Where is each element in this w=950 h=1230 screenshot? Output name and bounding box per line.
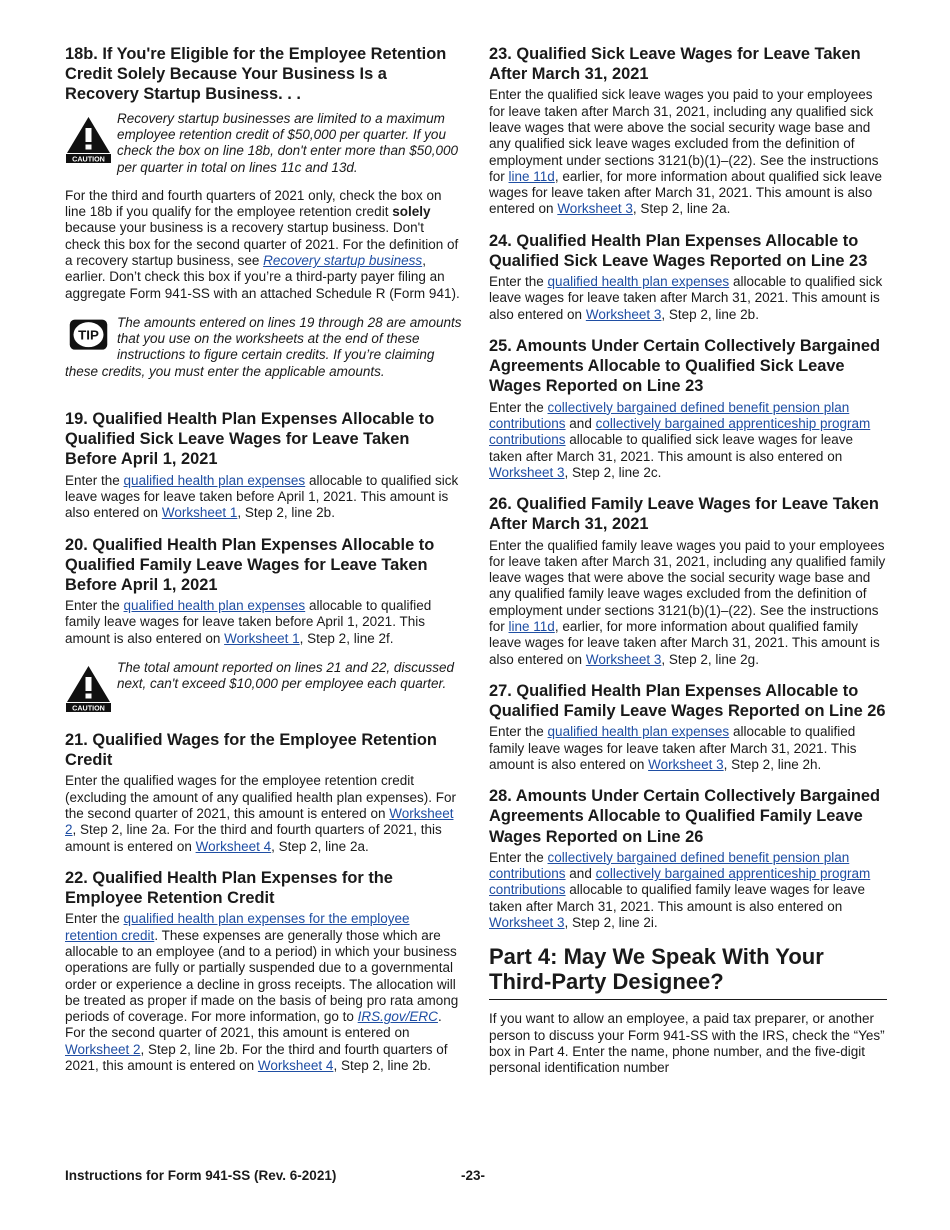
paragraph: Enter the qualified health plan expenses allocable to qualified family leave wages for leave taken before April 1, 2021. This amount is also entered on Worksheet 1, Step 2, line 2f. bbox=[65, 598, 432, 646]
section-heading: 24. Qualified Health Plan Expenses Allocable to Qualified Sick Leave Wages Reported on Line 23 bbox=[489, 231, 868, 270]
recovery-startup-link[interactable]: Recovery startup business bbox=[263, 252, 423, 268]
paragraph: For the third and fourth quarters of 2021 only, check the box on line 18b if you qualify for the employee retention credit solely because your business is a recovery startup business. Don't check this box for the second quarter of 2021. For the definition of a recovery startup business, see Recovery startup business, earlier. Don’t check this box if you’re a third-party payer filing an aggregate Form 941-SS with an attached Schedule R (Form 941). bbox=[65, 187, 460, 301]
section-26 bbox=[489, 494, 887, 668]
worksheet-3-link[interactable]: Worksheet 3 bbox=[585, 651, 662, 667]
qualified-health-plan-link[interactable]: qualified health plan expenses bbox=[123, 472, 306, 488]
section-heading: 23. Qualified Sick Leave Wages for Leave Taken After March 31, 2021 bbox=[489, 45, 861, 84]
caution-icon bbox=[65, 115, 112, 163]
worksheet-2-link[interactable]: Worksheet 2 bbox=[65, 1041, 141, 1057]
section-heading: 25. Amounts Under Certain Collectively Bargained Agreements Allocable to Qualified Sick Leave Wages Reported on Line 23 bbox=[489, 337, 881, 396]
worksheet-3-link[interactable]: Worksheet 3 bbox=[489, 464, 565, 480]
worksheet-3-link[interactable]: Worksheet 3 bbox=[648, 756, 724, 772]
irs-erc-link[interactable]: IRS.gov/ERC bbox=[357, 1009, 438, 1025]
worksheet-4-link[interactable]: Worksheet 4 bbox=[257, 1058, 334, 1074]
line-11d-link[interactable]: line 11d bbox=[508, 619, 555, 635]
section-25 bbox=[489, 336, 887, 481]
caution-text: The total amount reported on lines 21 and 22, discussed next, can't exceed $10,000 per employee each quarter. bbox=[117, 660, 454, 692]
heading-rule bbox=[489, 999, 887, 1000]
tip-label: TIP bbox=[78, 327, 99, 343]
part-heading: Part 4: May We Speak With Your Third-Party Designee? bbox=[489, 944, 824, 995]
section-24 bbox=[489, 231, 887, 323]
worksheet-3-link[interactable]: Worksheet 3 bbox=[489, 915, 565, 931]
section-22 bbox=[65, 868, 463, 1074]
caution-label: CAUTION bbox=[72, 703, 105, 713]
paragraph: Enter the qualified health plan expenses for the employee retention credit. These expenses are generally those which are allocable to an employee (and to a period) in which your business operations are fully or partially suspended due to a governmental order or experience a decline in gross receipts. The allocation will be treated as proper if made on the basis of being pro rata among periods of coverage. For more information, go to IRS.gov/ERC. For the second quarter of 2021, this amount is entered on Worksheet 2, Step 2, line 2b. For the third and fourth quarters of 2021, this amount is entered on Worksheet 4, Step 2, line 2b. bbox=[65, 911, 459, 1074]
pension-plan-link[interactable]: collectively bargained defined benefit pension plan contributions bbox=[489, 399, 850, 431]
worksheet-2-link[interactable]: Worksheet 2 bbox=[65, 806, 454, 838]
qualified-health-plan-link[interactable]: qualified health plan expenses bbox=[123, 598, 306, 614]
worksheet-4-link[interactable]: Worksheet 4 bbox=[195, 838, 272, 854]
right-column bbox=[489, 44, 887, 1090]
section-heading: 18b. If You're Eligible for the Employee Retention Credit Solely Because Your Business Is a Recovery Startup Business. . . bbox=[65, 45, 447, 104]
section-heading: 28. Amounts Under Certain Collectively Bargained Agreements Allocable to Qualified Family Leave Wages Reported on Line 26 bbox=[489, 787, 881, 846]
paragraph: Enter the collectively bargained defined benefit pension plan contributions and collectively bargained apprenticeship program contributions allocable to qualified sick leave wages for leave taken after March 31, 2021. This amount is also entered on Worksheet 3, Step 2, line 2c. bbox=[489, 399, 871, 480]
tip-note bbox=[65, 315, 463, 380]
qualified-health-plan-link[interactable]: qualified health plan expenses bbox=[547, 274, 730, 290]
qualified-health-plan-link[interactable]: qualified health plan expenses bbox=[547, 724, 730, 740]
caution-note bbox=[65, 111, 463, 176]
caution-text: Recovery startup businesses are limited to a maximum employee retention credit of $50,000 per quarter. If you check the box on line 18b, don't enter more than $50,000 per quarter in total on lines 11c and 13d. bbox=[117, 110, 459, 175]
qualified-health-plan-erc-link[interactable]: qualified health plan expenses for the employee retention credit bbox=[65, 911, 410, 943]
worksheet-1-link[interactable]: Worksheet 1 bbox=[161, 505, 238, 521]
paragraph: Enter the qualified health plan expenses allocable to qualified sick leave wages for leave taken before April 1, 2021. This amount is also entered on Worksheet 1, Step 2, line 2b. bbox=[65, 472, 459, 521]
section-20 bbox=[65, 535, 463, 648]
paragraph: Enter the qualified wages for the employee retention credit (excluding the amount of any qualified health plan expenses). For the second quarter of 2021, this amount is entered on Worksheet 2, Step 2, line 2a. For the third and fourth quarters of 2021, this amount is entered on Worksheet 4, Step 2, line 2a. bbox=[65, 773, 456, 854]
left-column bbox=[65, 44, 463, 1087]
paragraph: If you want to allow an employee, a paid tax preparer, or another person to discuss your Form 941-SS with the IRS, check the “Yes” box in Part 4. Enter the name, phone number, and the five-digit personal identification number bbox=[489, 1011, 885, 1076]
footer-title: Instructions for Form 941-SS (Rev. 6-2021) bbox=[65, 1168, 337, 1183]
page-number: -23- bbox=[461, 1168, 486, 1183]
section-heading: 27. Qualified Health Plan Expenses Allocable to Qualified Family Leave Wages Reported on Line 26 bbox=[489, 681, 886, 721]
paragraph: Enter the qualified health plan expenses allocable to qualified family leave wages for leave taken after March 31, 2021. This amount is also entered on Worksheet 3, Step 2, line 2h. bbox=[489, 724, 857, 772]
section-23 bbox=[489, 44, 887, 218]
line-11d-link[interactable]: line 11d bbox=[508, 168, 555, 184]
paragraph: Enter the qualified health plan expenses allocable to qualified sick leave wages for leave taken after March 31, 2021. This amount is also entered on Worksheet 3, Step 2, line 2b. bbox=[489, 274, 883, 322]
paragraph: Enter the qualified family leave wages you paid to your employees for leave taken after March 31, 2021, including any qualified family leave wages that were above the social security wage base and any qualified family leave wages excluded from the definition of employment under sections 3121(b)(1)–(22). See the instructions for line 11d, earlier, for more information about qualified family leave wages for leave taken after March 31, 2021. This amount is also entered on Worksheet 3, Step 2, line 2g. bbox=[489, 537, 886, 667]
tip-icon bbox=[65, 318, 112, 358]
pension-plan-link[interactable]: collectively bargained defined benefit pension plan contributions bbox=[489, 849, 850, 882]
section-19 bbox=[65, 409, 463, 522]
section-heading: 26. Qualified Family Leave Wages for Leave Taken After March 31, 2021 bbox=[489, 495, 879, 534]
worksheet-3-link[interactable]: Worksheet 3 bbox=[585, 306, 662, 322]
section-heading: 21. Qualified Wages for the Employee Retention Credit bbox=[65, 731, 437, 770]
section-heading: 20. Qualified Health Plan Expenses Allocable to Qualified Family Leave Wages for Leave Taken Before April 1, 2021 bbox=[65, 535, 435, 594]
caution-note-2 bbox=[65, 660, 463, 712]
apprenticeship-link[interactable]: collectively bargained apprenticeship program contributions bbox=[489, 866, 871, 898]
section-28 bbox=[489, 786, 887, 931]
paragraph: Enter the qualified sick leave wages you paid to your employees for leave taken after March 31, 2021, including any qualified sick leave wages that were above the social security wage base and any qualified sick leave wages excluded from the definition of employment under sections 3121(b)(1)–(22). See the instructions for line 11d, earlier, for more information about qualified sick leave wages for leave taken after March 31, 2021. This amount is also entered on Worksheet 3, Step 2, line 2a. bbox=[489, 87, 882, 217]
caution-icon bbox=[65, 664, 112, 712]
section-27 bbox=[489, 681, 887, 773]
tip-text: The amounts entered on lines 19 through 28 are amounts that you use on the worksheets at the end of these instructions to figure certain credits. If you’re claiming these credits, you must enter the applicable amounts. bbox=[65, 314, 462, 379]
section-21 bbox=[65, 730, 463, 855]
worksheet-3-link[interactable]: Worksheet 3 bbox=[557, 201, 633, 217]
section-18b bbox=[65, 44, 463, 302]
page-footer bbox=[65, 1168, 885, 1186]
apprenticeship-link[interactable]: collectively bargained apprenticeship program contributions bbox=[489, 415, 871, 448]
section-heading: 19. Qualified Health Plan Expenses Allocable to Qualified Sick Leave Wages for Leave Taken Before April 1, 2021 bbox=[65, 410, 435, 469]
section-heading: 22. Qualified Health Plan Expenses for the Employee Retention Credit bbox=[65, 868, 393, 908]
part-4 bbox=[489, 944, 887, 1076]
worksheet-1-link[interactable]: Worksheet 1 bbox=[224, 630, 300, 646]
paragraph: Enter the collectively bargained defined benefit pension plan contributions and collectively bargained apprenticeship program contributions allocable to qualified family leave wages for leave taken after March 31, 2021. This amount is also entered on Worksheet 3, Step 2, line 2i. bbox=[489, 849, 871, 931]
caution-label: CAUTION bbox=[72, 154, 105, 163]
